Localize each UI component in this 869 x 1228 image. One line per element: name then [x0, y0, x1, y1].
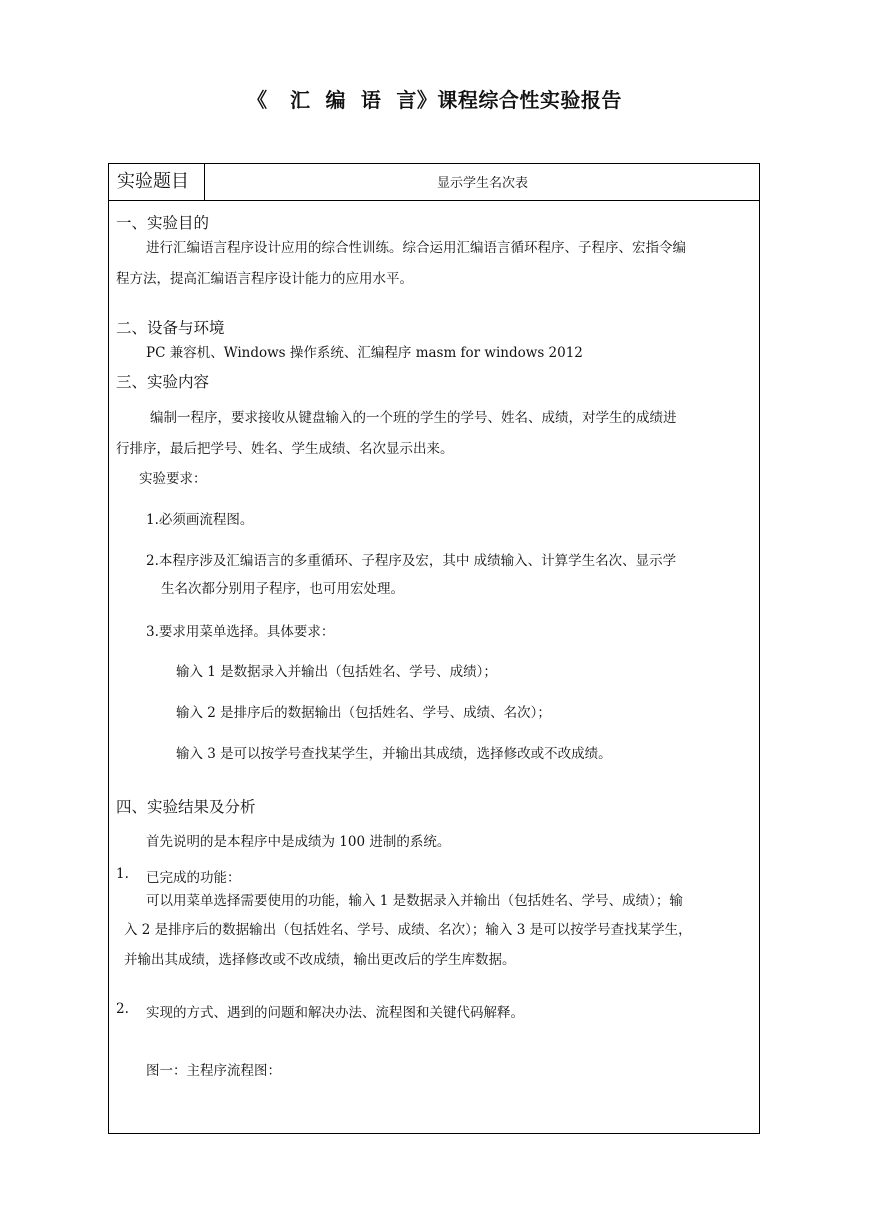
results-intro: 首先说明的是本程序中是成绩为 100 进制的系统。	[146, 834, 451, 850]
content-line-1: 编制一程序，要求接收从键盘输入的一个班的学生的学号、姓名、成绩，对学生的成绩进	[150, 410, 677, 426]
section-heading-content: 三、实验内容	[116, 373, 210, 391]
requirements-label: 实验要求：	[139, 471, 207, 487]
environment-line: PC 兼容机、Windows 操作系统、汇编程序 masm for windows 2012	[146, 345, 583, 361]
figure-caption: 图一：主程序流程图：	[146, 1063, 281, 1079]
topic-label: 实验题目	[109, 164, 205, 200]
item-1-number: 1.	[116, 866, 129, 882]
content-line-2: 行排序，最后把学号、姓名、学生成绩、名次显示出来。	[116, 441, 454, 457]
menu-option-2: 输入 2 是排序后的数据输出（包括姓名、学号、成绩、名次）；	[176, 705, 551, 721]
section-heading-results: 四、实验结果及分析	[116, 798, 256, 816]
item-2-number: 2.	[116, 1001, 129, 1017]
item-1-line-3: 并输出其成绩，选择修改或不改成绩，输出更改后的学生库数据。	[124, 952, 516, 968]
section-heading-purpose: 一、实验目的	[116, 214, 210, 232]
requirement-1: 1.必须画流程图。	[146, 512, 254, 528]
report-title: 《 汇 编 语 言》课程综合性实验报告	[247, 88, 622, 112]
section-heading-environment: 二、设备与环境	[116, 319, 225, 337]
requirement-2-line-2: 生名次都分别用子程序，也可用宏处理。	[161, 581, 404, 597]
purpose-line-2: 程方法，提高汇编语言程序设计能力的应用水平。	[116, 271, 413, 287]
requirement-3: 3.要求用菜单选择。具体要求：	[146, 624, 335, 640]
topic-row	[109, 164, 759, 201]
menu-option-1: 输入 1 是数据录入并输出（包括姓名、学号、成绩）；	[176, 664, 497, 680]
item-2-title: 实现的方式、遇到的问题和解决办法、流程图和关键代码解释。	[146, 1005, 524, 1021]
topic-value: 显示学生名次表	[436, 176, 528, 191]
item-1-line-2: 入 2 是排序后的数据输出（包括姓名、学号、成绩、名次）；输入 3 是可以按学号查找某学生，	[124, 922, 692, 938]
report-table	[108, 163, 760, 1134]
item-1-title: 已完成的功能：	[146, 870, 241, 886]
requirement-2-line-1: 2.本程序涉及汇编语言的多重循环、子程序及宏，其中 成绩输入、计算学生名次、显示学	[146, 553, 677, 569]
menu-option-3: 输入 3 是可以按学号查找某学生，并输出其成绩，选择修改或不改成绩。	[176, 746, 612, 762]
purpose-line-1: 进行汇编语言程序设计应用的综合性训练。综合运用汇编语言循环程序、子程序、宏指令编	[146, 240, 686, 256]
item-1-line-1: 可以用菜单选择需要使用的功能，输入 1 是数据录入并输出（包括姓名、学号、成绩）；输	[146, 893, 683, 909]
